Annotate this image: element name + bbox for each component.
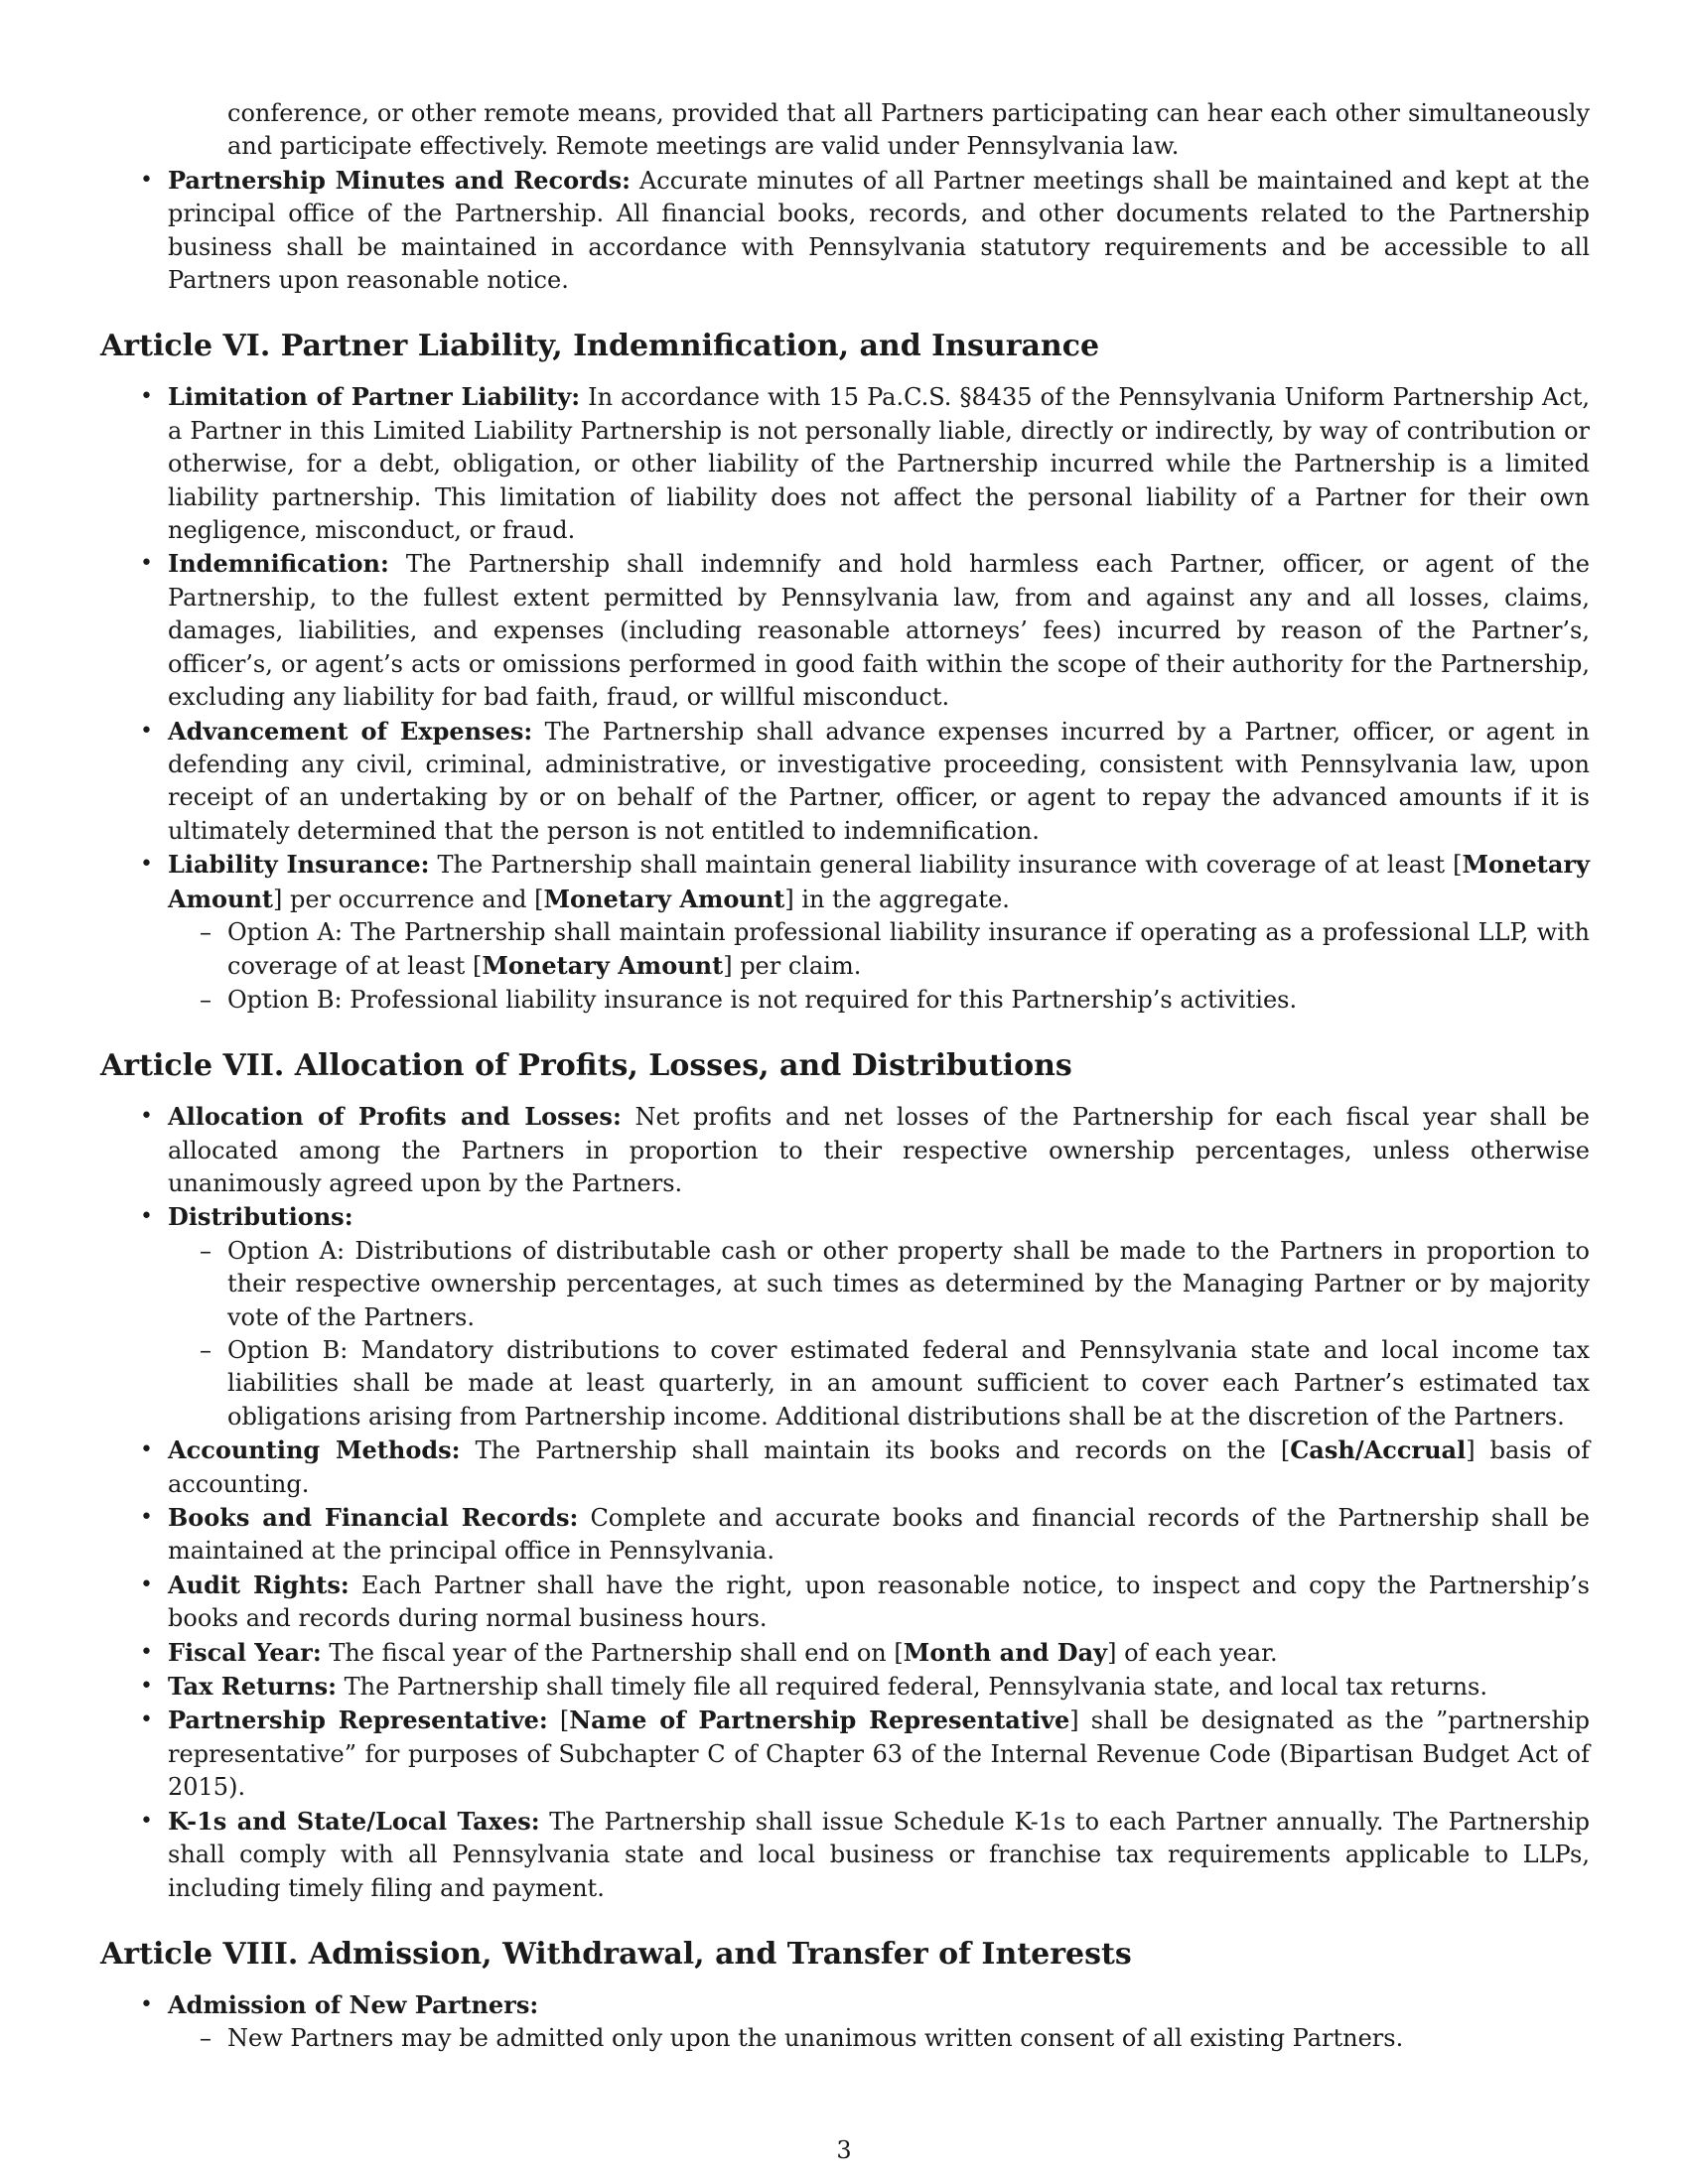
placeholder-field: Monetary Amount <box>168 850 1590 913</box>
item-label: Limitation of Partner Liability: <box>168 382 581 412</box>
item-label: Admission of New Partners: <box>168 1989 539 2019</box>
item-text: Net profits and net losses of the Partnership for each fiscal year shall be allocated among the Partners in proportion to their respective ownership percentages, unless otherwise unanimously agreed upon by the Partners. <box>168 1103 1591 1197</box>
list-item-distributions <box>168 1200 1590 1433</box>
item-text: The Partnership shall issue Schedule K-1s to each Partner annually. The Partnership shall comply with all Pennsylvania state and local business or franchise tax requirements applicable to LLPs, including timely filing and payment. <box>168 1807 1590 1902</box>
item-label: Advancement of Expenses: <box>168 716 533 746</box>
item-text: Complete and accurate books and financial records of the Partnership shall be maintained at the principal office in Pennsylvania. <box>168 1504 1590 1566</box>
item-text: The Partnership shall maintain general liability insurance with coverage of at least [ <box>429 851 1463 880</box>
list-item-audit <box>168 1569 1590 1636</box>
item-label: Accounting Methods: <box>168 1435 461 1465</box>
item-text: ] basis of accounting. <box>168 1436 1591 1498</box>
option-b: – Option B: Professional liability insurance is not required for this Partnership’s activities. <box>227 984 1590 1017</box>
placeholder-field: Name of Partnership Representative <box>569 1706 1070 1735</box>
item-label: K-1s and State/Local Taxes: <box>168 1806 540 1836</box>
option-a <box>227 916 1590 984</box>
list-item-k1 <box>168 1805 1590 1905</box>
item-label: Partnership Representative: <box>168 1706 548 1735</box>
article-5-list <box>100 164 1590 298</box>
list-item-books <box>168 1501 1590 1569</box>
list-item-representative <box>168 1704 1590 1804</box>
list-item-fiscal-year <box>168 1636 1590 1670</box>
article-7-list <box>100 1100 1590 1905</box>
article-6-list <box>100 380 1590 1017</box>
placeholder-field: Month and Day <box>903 1637 1108 1667</box>
item-text: The fiscal year of the Partnership shall end on [ <box>321 1638 904 1667</box>
distribution-options <box>168 1235 1590 1433</box>
item-text: Option A: The Partnership shall maintain professional liability insurance if operating as a professional LLP, with coverage of at least [ <box>227 917 1590 981</box>
item-label: Liability Insurance: <box>168 850 430 880</box>
item-text: The Partnership shall advance expenses incurred by a Partner, officer, or agent in defending any civil, criminal, administrative, or investigative proceeding, consistent with Pennsylvania law, upon receipt of an undertaking by or on behalf of the Partner, officer, or agent to repay the advanced amounts if it is ultimately determined that the person is not entitled to indemnification. <box>168 717 1590 845</box>
insurance-options <box>168 916 1590 1017</box>
item-text: ] in the aggregate. <box>784 885 1010 913</box>
item-text: In accordance with 15 Pa.C.S. §8435 of the Pennsylvania Uniform Partnership Act, a Partner in this Limited Liability Partnership is not personally liable, directly or indirectly, by way of contribution or otherwise, for a debt, obligation, or other liability of the Partnership incurred while the Partnership is a limited liability partnership. This limitation of liability does not affect the personal liability of a Partner for their own negligence, misconduct, or fraud. <box>168 383 1591 545</box>
item-text: ] per claim. <box>723 952 862 981</box>
item-label: Indemnification: <box>168 549 389 579</box>
article-6-heading: Article VI. Partner Liability, Indemnification, and Insurance <box>100 329 1100 364</box>
item-label: Partnership Minutes and Records: <box>168 165 631 195</box>
item-label: Audit Rights: <box>168 1570 350 1599</box>
document-page <box>100 97 1590 2056</box>
list-item-indemnification <box>168 547 1590 714</box>
list-item-insurance <box>168 848 1590 1017</box>
list-item-minutes <box>168 164 1590 298</box>
list-item-tax-returns <box>168 1670 1590 1704</box>
list-item-allocation <box>168 1100 1590 1200</box>
item-text: ] of each year. <box>1107 1638 1278 1667</box>
item-label: Fiscal Year: <box>168 1637 322 1667</box>
item-text: ] per occurrence and [ <box>273 885 544 913</box>
article-8-heading: Article VIII. Admission, Withdrawal, and Transfer of Interests <box>100 1936 1132 1972</box>
admission-subitems <box>168 2022 1590 2055</box>
item-label: Distributions: <box>168 1202 353 1232</box>
placeholder-field: Monetary Amount <box>482 951 724 981</box>
article-8-list <box>100 1988 1590 2056</box>
option-b: – Option B: Mandatory distributions to cover estimated federal and Pennsylvania state and local income tax liabilities shall be made at least quarterly, in an amount sufficient to cover each Partner’s estimated tax obligations arising from Partnership income. Additional distributions shall be at the discretion of the Partners. <box>227 1334 1590 1433</box>
admission-consent: – New Partners may be admitted only upon the unanimous written consent of all existing Partners. <box>227 2022 1590 2055</box>
article-7-heading: Article VII. Allocation of Profits, Losses, and Distributions <box>100 1048 1072 1084</box>
item-text: [ <box>547 1706 570 1735</box>
page-number: 3 <box>836 2136 852 2164</box>
placeholder-field: Monetary Amount <box>543 884 785 913</box>
item-text: Accurate minutes of all Partner meetings shall be maintained and kept at the principal office of the Partnership. All financial books, records, and other documents related to the Partnership business shall be maintained in accordance with Pennsylvania statutory requirements and be accessible to all Partners upon reasonable notice. <box>168 166 1590 295</box>
remote-meetings-continuation: conference, or other remote means, provided that all Partners participating can hear each other simultaneously and participate effectively. Remote meetings are valid under Pennsylvania law. <box>227 99 1590 161</box>
list-item-limitation <box>168 380 1590 547</box>
item-text: ] shall be designated as the ”partnership representative” for purposes of Subchapter C of Chapter 63 of the Internal Revenue Code (Bipartisan Budget Act of 2015). <box>168 1706 1590 1802</box>
item-text: The Partnership shall maintain its books and records on the [ <box>460 1436 1291 1465</box>
item-label: Books and Financial Records: <box>168 1503 579 1533</box>
item-label: Tax Returns: <box>168 1672 337 1702</box>
list-item-admission <box>168 1988 1590 2056</box>
list-item-advancement <box>168 715 1590 849</box>
item-text: Each Partner shall have the right, upon reasonable notice, to inspect and copy the Partnership’s books and records during normal business hours. <box>168 1570 1591 1633</box>
option-a: – Option A: Distributions of distributable cash or other property shall be made to the Partners in proportion to their respective ownership percentages, at such times as determined by the Managing Partner or by majority vote of the Partners. <box>227 1235 1590 1334</box>
item-text: The Partnership shall timely file all required federal, Pennsylvania state, and local tax returns. <box>337 1673 1487 1702</box>
item-text: The Partnership shall indemnify and hold harmless each Partner, officer, or agent of the Partnership, to the fullest extent permitted by Pennsylvania law, from and against any and all losses, claims, damages, liabilities, and expenses (including reasonable attorneys’ fees) incurred by reason of the Partner’s, officer’s, or agent’s acts or omissions performed in good faith within the scope of their authority for the Partnership, excluding any liability for bad faith, fraud, or willful misconduct. <box>168 550 1590 712</box>
list-item-accounting <box>168 1433 1590 1501</box>
placeholder-field: Cash/Accrual <box>1290 1435 1467 1465</box>
item-label: Allocation of Profits and Losses: <box>168 1102 622 1132</box>
